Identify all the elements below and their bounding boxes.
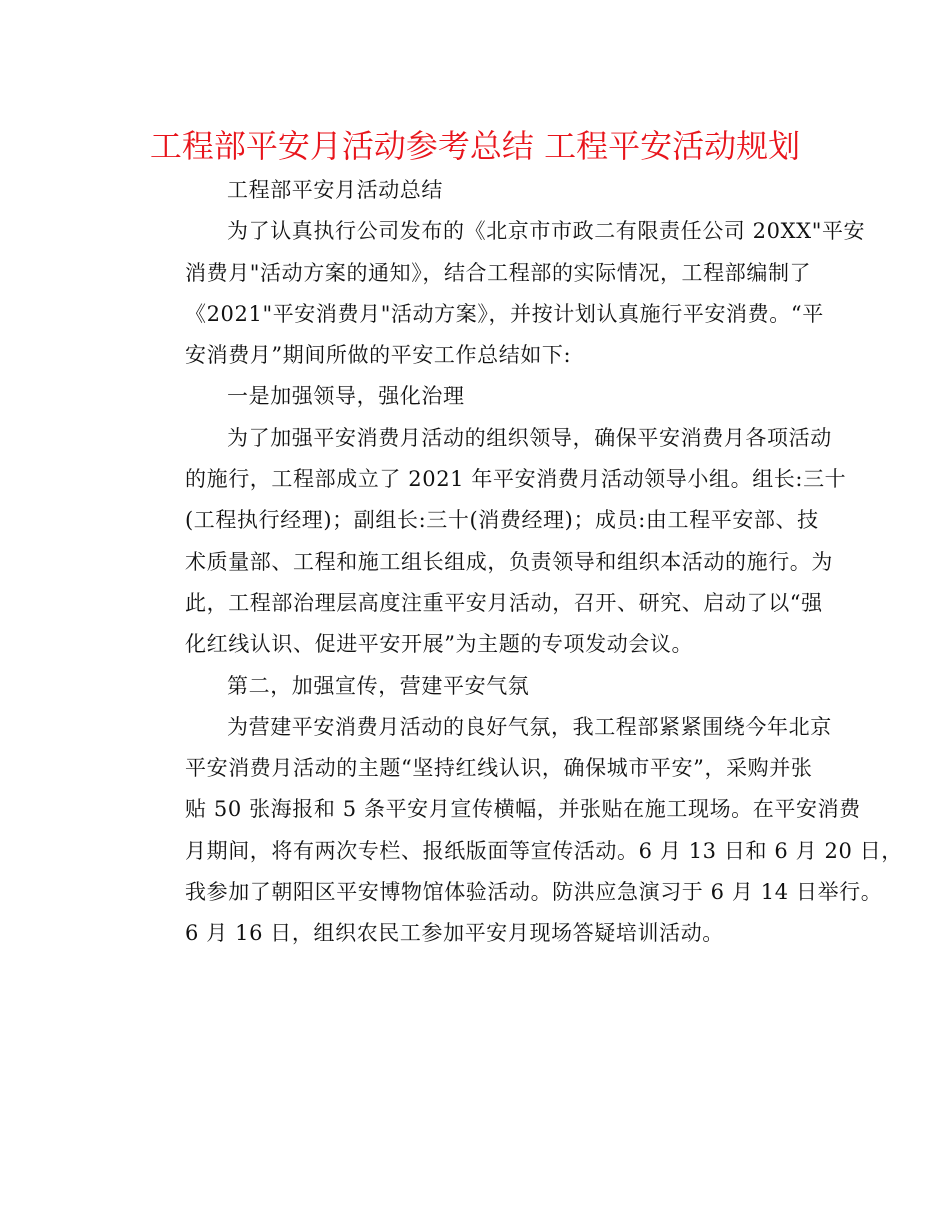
text-line: 为了加强平安消费月活动的组织领导，确保平安消费月各项活动 bbox=[227, 425, 832, 450]
text-line: 一是加强领导，强化治理 bbox=[227, 384, 465, 409]
text-line: 术质量部、工程和施工组长组成，负责领导和组织本活动的施行。为 bbox=[185, 549, 833, 574]
text-line: (工程执行经理)；副组长:三十(消费经理)；成员:由工程平安部、技 bbox=[185, 508, 819, 533]
text-line: 月期间，将有两次专栏、报纸版面等宣传活动。6 月 13 日和 6 月 20 日， bbox=[185, 838, 903, 863]
text-line: 为营建平安消费月活动的良好气氛，我工程部紧紧围绕今年北京 bbox=[227, 714, 832, 739]
text-line: 为了认真执行公司发布的《北京市市政二有限责任公司 20XX"平安 bbox=[227, 219, 866, 244]
document-title: 工程部平安月活动参考总结 工程平安活动规划 bbox=[149, 127, 801, 165]
paragraph-heading-summary bbox=[143, 170, 813, 211]
paragraph-section-2-heading bbox=[143, 666, 813, 707]
text-line: 《2021"平安消费月"活动方案》，并按计划认真施行平安消费。“平 bbox=[185, 301, 824, 326]
text-line: 工程部平安月活动总结 bbox=[227, 178, 443, 202]
text-line: 平安消费月活动的主题“坚持红线认识，确保城市平安”，采购并张 bbox=[185, 756, 813, 781]
paragraph-section-1-heading bbox=[143, 376, 813, 417]
paragraph-section-2-body bbox=[143, 707, 903, 955]
text-line: 第二，加强宣传，营建平安气氛 bbox=[227, 673, 530, 698]
text-line: 我参加了朝阳区平安博物馆体验活动。防洪应急演习于 6 月 14 日举行。 bbox=[185, 880, 883, 905]
paragraph-intro bbox=[143, 211, 866, 376]
text-line: 消费月"活动方案的通知》，结合工程部的实际情况，工程部编制了 bbox=[185, 260, 812, 285]
text-line: 安消费月”期间所做的平安工作总结如下: bbox=[185, 343, 572, 368]
text-line: 的施行，工程部成立了 2021 年平安消费月活动领导小组。组长:三十 bbox=[185, 467, 847, 492]
text-line: 化红线认识、促进平安开展”为主题的专项发动会议。 bbox=[185, 632, 694, 657]
text-line: 贴 50 张海报和 5 条平安月宣传横幅，并张贴在施工现场。在平安消费 bbox=[185, 797, 861, 822]
document-body bbox=[143, 170, 903, 955]
text-line: 6 月 16 日，组织农民工参加平安月现场答疑培训活动。 bbox=[185, 921, 724, 946]
text-line: 此，工程部治理层高度注重平安月活动，召开、研究、启动了以“强 bbox=[185, 590, 823, 615]
paragraph-section-1-body bbox=[143, 418, 847, 666]
